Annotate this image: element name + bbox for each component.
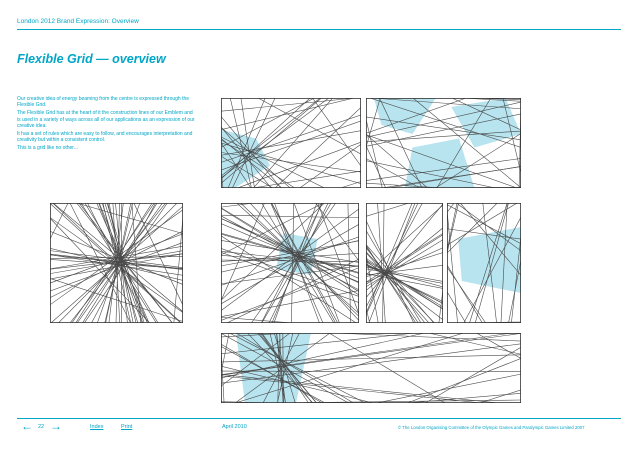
grid-line xyxy=(366,146,386,188)
grid-line xyxy=(366,98,380,147)
arrow-left-icon[interactable]: ← xyxy=(21,419,33,433)
grid-line xyxy=(253,98,332,188)
intro-paragraph-2: The Flexible Grid has at the heart of it the construction lines of our Emblem and is used in a variety of ways across all of our applications as an expression of our creative idea. xyxy=(17,110,195,130)
intro-paragraph-3: It has a set of rules which are easy to follow, and encourages interpretation and creativity but within a consistent control. xyxy=(17,131,193,144)
print-link[interactable]: Print xyxy=(121,424,133,430)
grid-panel-3 xyxy=(50,203,183,323)
index-link[interactable]: Index xyxy=(90,424,104,430)
header-rule xyxy=(17,29,621,30)
grid-line xyxy=(134,203,183,305)
grid-line xyxy=(376,374,521,403)
grid-panel-4 xyxy=(221,203,359,323)
footer-rule xyxy=(17,418,621,419)
grid-line xyxy=(407,358,521,403)
grid-line xyxy=(300,144,361,188)
grid-line xyxy=(366,119,382,188)
grid-panel-6 xyxy=(447,203,521,323)
grid-line xyxy=(221,98,314,147)
intro-paragraph-1: Our creative idea of energy beaming from the centre is expressed through the Flexible Grid. xyxy=(17,96,190,109)
intro-paragraph-4: This is a grid like no other... xyxy=(17,145,78,152)
intro-text xyxy=(17,96,197,153)
footer-copyright: © The London Organising Committee of the Olympic Games and Paralympic Games Limited 2007 xyxy=(398,425,585,430)
grid-line xyxy=(329,333,445,403)
grid-line xyxy=(221,215,359,218)
page-number: 22 xyxy=(38,424,45,430)
grid-panel-2 xyxy=(366,98,521,188)
grid-line xyxy=(366,203,409,216)
grid-line xyxy=(316,203,359,261)
grid-line xyxy=(221,268,359,321)
grid-line xyxy=(340,181,361,188)
grid-line xyxy=(407,393,521,403)
grid-line xyxy=(366,242,443,303)
page-title: Flexible Grid — overview xyxy=(17,52,166,66)
grid-highlight-shape xyxy=(405,139,475,189)
grid-line xyxy=(429,333,521,354)
footer-date: April 2010 xyxy=(222,424,247,430)
grid-panel-7 xyxy=(221,333,521,403)
grid-line xyxy=(221,317,293,323)
grid-line xyxy=(447,292,466,323)
arrow-right-icon[interactable]: → xyxy=(50,419,62,433)
grid-panel-1 xyxy=(221,98,361,188)
grid-panel-5 xyxy=(366,203,443,323)
header-title: London 2012 Brand Expression: Overview xyxy=(17,18,139,25)
